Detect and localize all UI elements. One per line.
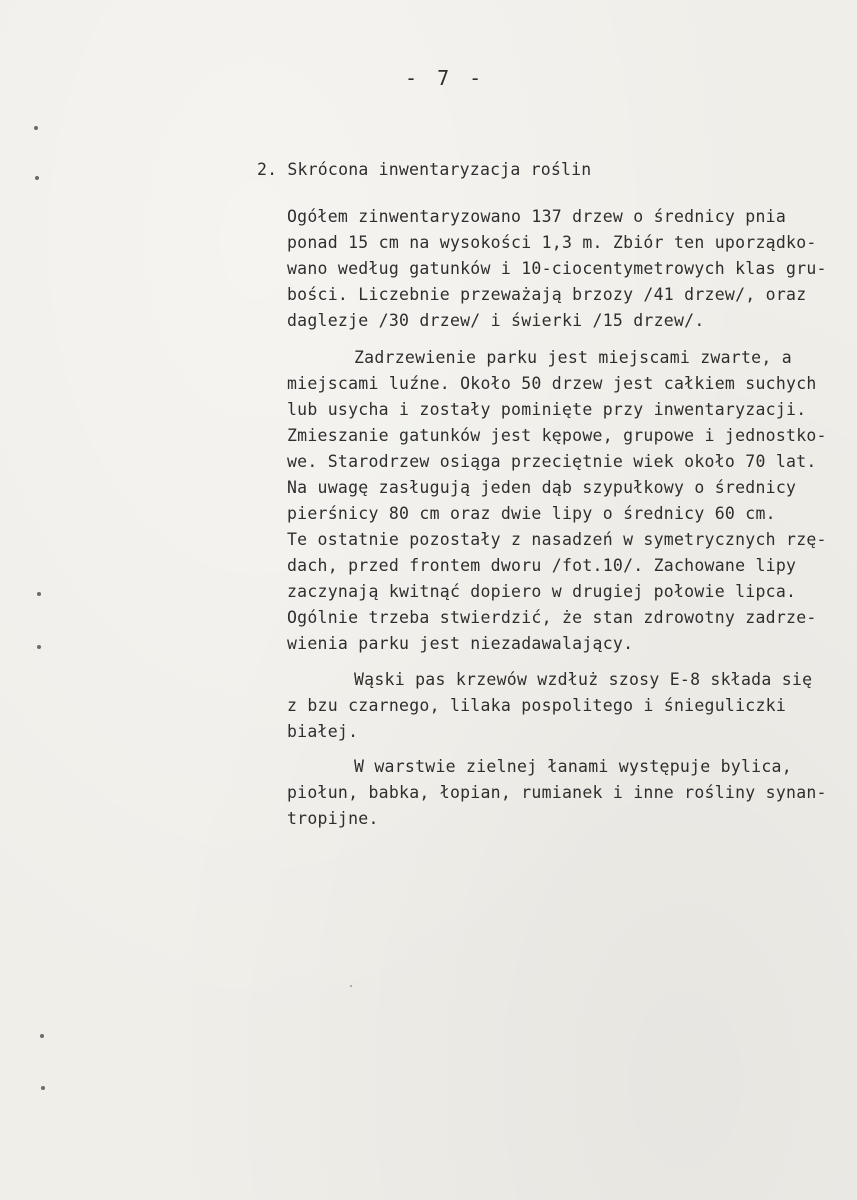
paragraph-4-line-1: W warstwie zielnej łanami występuje bylica,	[354, 757, 792, 776]
binding-hole-mark	[37, 592, 41, 596]
binding-hole-mark	[40, 1034, 44, 1038]
paragraph-2-line-1: Zadrzewienie parku jest miejscami zwarte, a	[354, 348, 792, 367]
paragraph-4-line-3: tropijne.	[287, 809, 379, 828]
paragraph-1-line-5: daglezje /30 drzew/ i świerki /15 drzew/.	[287, 311, 705, 330]
paragraph-3-line-3: białej.	[287, 722, 359, 741]
binding-hole-mark	[37, 645, 41, 649]
paragraph-2-line-7: pierśnicy 80 cm oraz dwie lipy o średnicy 60 cm.	[287, 504, 776, 523]
paragraph-2-line-6: Na uwagę zasługują jeden dąb szypułkowy o średnicy	[287, 478, 797, 497]
paragraph-3-line-2: z bzu czarnego, lilaka pospolitego i śnieguliczki	[287, 696, 787, 715]
paragraph-4-line-2: piołun, babka, łopian, rumianek i inne rośliny synan-	[287, 783, 827, 802]
binding-hole-mark	[35, 176, 39, 180]
paragraph-1-line-1: Ogółem zinwentaryzowano 137 drzew o średnicy pnia	[287, 207, 787, 226]
binding-hole-mark	[41, 1086, 45, 1090]
paragraph-2-line-4: Zmieszanie gatunków jest kępowe, grupowe i jednostko-	[287, 426, 827, 445]
paragraph-1-line-3: wano według gatunków i 10-ciocentymetrowych klas gru-	[287, 259, 827, 278]
paragraph-2-line-5: we. Starodrzew osiąga przeciętnie wiek około 70 lat.	[287, 452, 817, 471]
paragraph-2-line-12: wienia parku jest niezadawalający.	[287, 634, 634, 653]
paragraph-2-line-2: miejscami luźne. Około 50 drzew jest całkiem suchych	[287, 374, 817, 393]
page-number: - 7 -	[405, 66, 486, 90]
binding-hole-mark	[34, 126, 38, 130]
paragraph-2-line-8: Te ostatnie pozostały z nasadzeń w symetrycznych rzę-	[287, 530, 827, 549]
paragraph-3-line-1: Wąski pas krzewów wzdłuż szosy E-8 składa się	[354, 670, 813, 689]
paper-speck	[350, 985, 352, 987]
paragraph-1-line-2: ponad 15 cm na wysokości 1,3 m. Zbiór ten uporządko-	[287, 233, 817, 252]
paragraph-1-line-4: bości. Liczebnie przeważają brzozy /41 drzew/, oraz	[287, 285, 807, 304]
paragraph-2-line-3: lub usycha i zostały pominięte przy inwentaryzacji.	[287, 400, 807, 419]
section-heading: 2. Skrócona inwentaryzacja roślin	[257, 160, 592, 179]
paragraph-2-line-10: zaczynają kwitnąć dopiero w drugiej połowie lipca.	[287, 582, 797, 601]
paragraph-2-line-11: Ogólnie trzeba stwierdzić, że stan zdrowotny zadrze-	[287, 608, 817, 627]
paragraph-2-line-9: dach, przed frontem dworu /fot.10/. Zachowane lipy	[287, 556, 797, 575]
